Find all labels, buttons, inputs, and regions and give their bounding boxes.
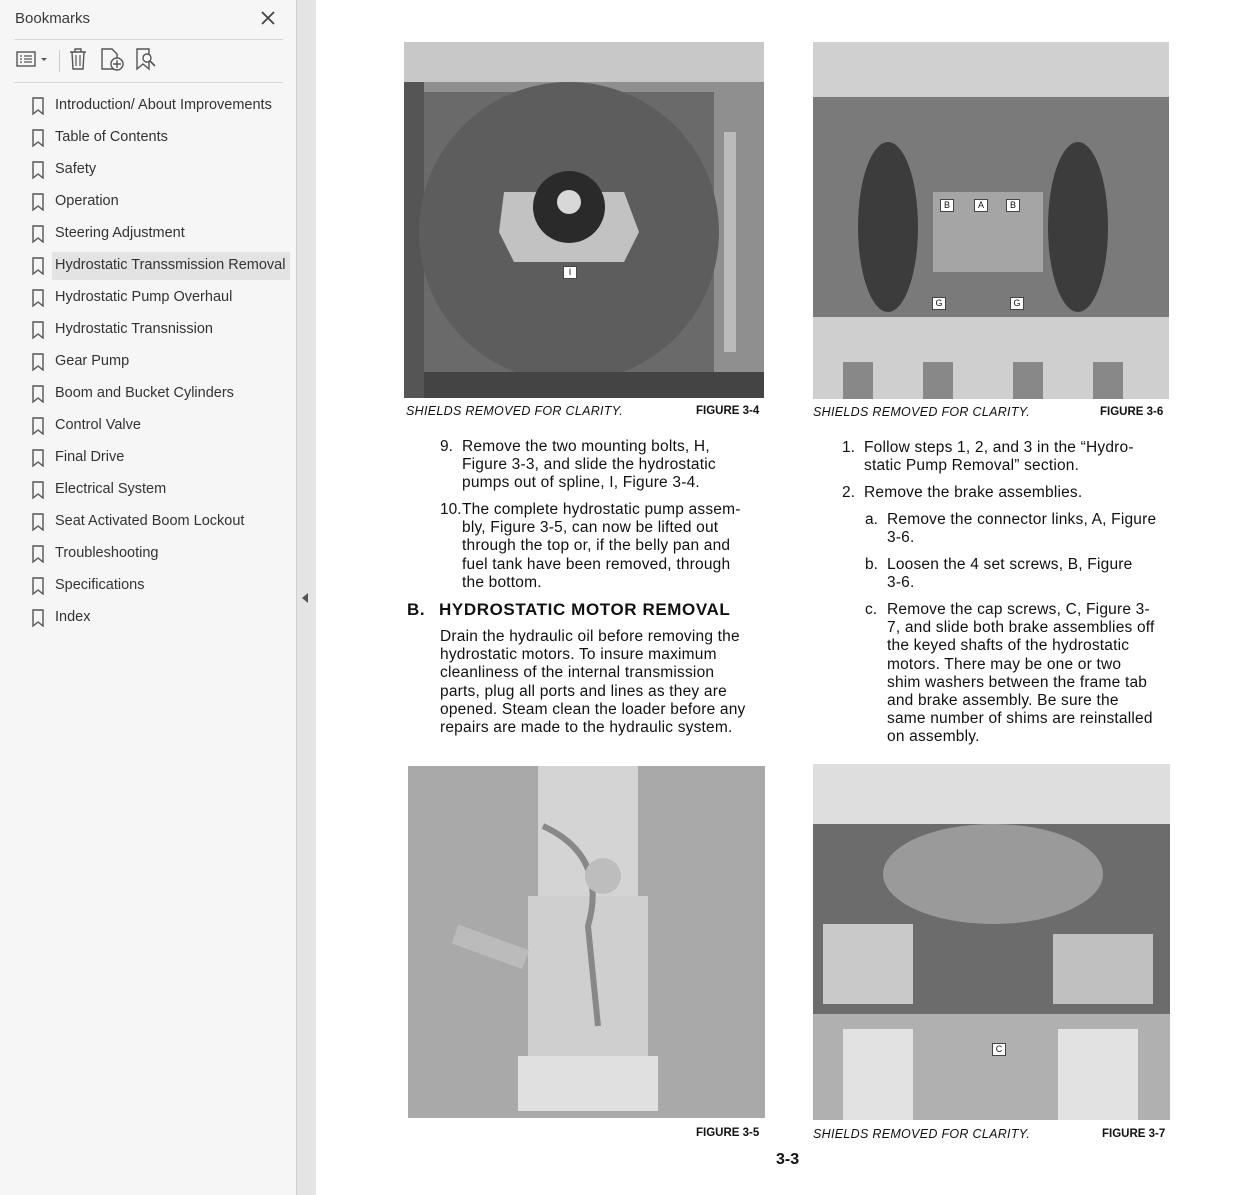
text-line: opened. Steam clean the loader before any bbox=[440, 700, 746, 718]
bookmark-label: Final Drive bbox=[55, 449, 125, 465]
text-line: bly, Figure 3-5, can now be lifted out bbox=[462, 519, 719, 537]
figure-3-7-caption bbox=[813, 1127, 1173, 1141]
section-heading: HYDROSTATIC MOTOR REMOVAL bbox=[439, 600, 731, 619]
text-line: fuel tank have been removed, through bbox=[462, 555, 731, 573]
document-page bbox=[316, 0, 1237, 1195]
caption-text: SHIELDS REMOVED FOR CLARITY. bbox=[406, 404, 624, 418]
bookmark-list bbox=[0, 90, 296, 634]
divider bbox=[14, 39, 283, 40]
bookmark-item[interactable] bbox=[0, 570, 296, 602]
text-line: 3-6. bbox=[887, 529, 915, 547]
bookmark-label: Control Valve bbox=[55, 417, 141, 433]
figure-3-5-photo bbox=[408, 766, 765, 1118]
bookmark-icon bbox=[31, 225, 45, 243]
bookmark-label: Hydrostatic Pump Overhaul bbox=[55, 289, 233, 305]
substep-a-text bbox=[887, 511, 1171, 547]
new-bookmark-icon bbox=[99, 47, 125, 76]
section-letter: B. bbox=[407, 600, 426, 619]
text-line: same number of shims are reinstalled bbox=[887, 710, 1153, 728]
step-number: 2. bbox=[842, 484, 855, 501]
callout-label: B bbox=[940, 199, 954, 212]
figure-3-4-caption bbox=[406, 404, 766, 418]
delete-bookmark-icon bbox=[67, 47, 89, 76]
text-line: through the top or, if the belly pan and bbox=[462, 537, 731, 555]
bookmark-item[interactable] bbox=[0, 218, 296, 250]
text-line: Remove the connector links, A, Figure bbox=[887, 511, 1157, 528]
bookmark-label: Hydrostatic Transnission bbox=[55, 321, 213, 337]
bookmark-label: Gear Pump bbox=[55, 353, 130, 369]
caption-text: SHIELDS REMOVED FOR CLARITY. bbox=[813, 405, 1031, 419]
bookmark-label: Steering Adjustment bbox=[55, 225, 185, 241]
figure-3-6-photo bbox=[813, 42, 1169, 399]
text-line: Figure 3-3, and slide the hydrostatic bbox=[462, 456, 716, 474]
close-icon[interactable] bbox=[258, 8, 278, 28]
bookmark-icon bbox=[31, 193, 45, 211]
text-line: Loosen the 4 set screws, B, Figure bbox=[887, 556, 1133, 573]
bookmark-icon bbox=[31, 417, 45, 435]
callout-label: G bbox=[1010, 297, 1024, 310]
text-line: static Pump Removal” section. bbox=[864, 457, 1080, 475]
bookmarks-toolbar bbox=[14, 46, 284, 78]
step-2-text bbox=[864, 484, 1170, 502]
bookmark-icon bbox=[31, 129, 45, 147]
step-number: 1. bbox=[842, 439, 855, 456]
text-line: pumps out of spline, I, Figure 3-4. bbox=[462, 474, 700, 492]
bookmark-item[interactable] bbox=[0, 442, 296, 474]
bookmark-item[interactable] bbox=[0, 186, 296, 218]
bookmark-icon bbox=[31, 257, 45, 275]
toolbar-divider bbox=[59, 50, 60, 72]
find-bookmark-icon bbox=[134, 47, 160, 76]
callout-label: A bbox=[974, 199, 988, 212]
bookmark-label: Electrical System bbox=[55, 481, 167, 497]
bookmark-icon bbox=[31, 385, 45, 403]
text-line: Follow steps 1, 2, and 3 in the “Hydro- bbox=[864, 439, 1134, 456]
text-line: cleanliness of the internal transmission bbox=[440, 664, 715, 682]
bookmark-label: Operation bbox=[55, 193, 119, 209]
text-line: repairs are made to the hydraulic system. bbox=[440, 719, 733, 737]
bookmark-item[interactable] bbox=[0, 474, 296, 506]
substep-letter: b. bbox=[865, 556, 878, 573]
new-bookmark-button[interactable] bbox=[97, 46, 127, 76]
text-line: 3-6. bbox=[887, 574, 915, 592]
callout-label: G bbox=[932, 297, 946, 310]
collapse-panel-icon[interactable] bbox=[300, 590, 310, 606]
section-body bbox=[440, 628, 770, 737]
text-line: Drain the hydraulic oil before removing the bbox=[440, 628, 740, 645]
bookmark-icon bbox=[31, 577, 45, 595]
caption-text: SHIELDS REMOVED FOR CLARITY. bbox=[813, 1127, 1031, 1141]
text-line: on assembly. bbox=[887, 728, 980, 746]
bookmark-item[interactable] bbox=[0, 378, 296, 410]
text-line: and brake assembly. Be sure the bbox=[887, 692, 1119, 710]
bookmark-item[interactable] bbox=[0, 538, 296, 570]
text-line: shim washers between the frame tab bbox=[887, 673, 1148, 691]
text-line: motors. There may be one or two bbox=[887, 655, 1122, 673]
bookmark-item[interactable] bbox=[0, 282, 296, 314]
find-bookmark-button[interactable] bbox=[132, 46, 162, 76]
step-9-text bbox=[462, 438, 770, 493]
text-line: Remove the two mounting bolts, H, bbox=[462, 438, 710, 455]
bookmark-item[interactable] bbox=[0, 602, 296, 634]
options-menu-button[interactable] bbox=[14, 46, 50, 76]
bookmark-item[interactable] bbox=[0, 122, 296, 154]
callout-label: C bbox=[992, 1043, 1006, 1056]
text-line: the keyed shafts of the hydrostatic bbox=[887, 637, 1130, 655]
bookmark-label: Index bbox=[55, 609, 91, 625]
bookmark-label: Troubleshooting bbox=[55, 545, 159, 561]
bookmark-label: Table of Contents bbox=[55, 129, 168, 145]
bookmark-label: Boom and Bucket Cylinders bbox=[55, 385, 234, 401]
bookmark-icon bbox=[31, 97, 45, 115]
bookmark-label: Safety bbox=[55, 161, 97, 177]
bookmarks-panel bbox=[0, 0, 297, 1195]
bookmark-item[interactable] bbox=[0, 506, 296, 538]
bookmark-icon bbox=[31, 353, 45, 371]
bookmark-icon bbox=[31, 321, 45, 339]
figure-label: FIGURE 3-6 bbox=[1100, 406, 1164, 418]
text-line: parts, plug all ports and lines as they are bbox=[440, 682, 727, 700]
bookmark-item[interactable] bbox=[0, 314, 296, 346]
substep-c-text bbox=[887, 601, 1171, 747]
bookmark-icon bbox=[31, 449, 45, 467]
step-number: 9. bbox=[440, 438, 453, 455]
bookmark-item[interactable] bbox=[0, 154, 296, 186]
bookmark-item[interactable] bbox=[0, 90, 296, 122]
figure-label: FIGURE 3-5 bbox=[696, 1127, 760, 1139]
step-1-text bbox=[864, 439, 1170, 475]
text-line: The complete hydrostatic pump assem- bbox=[462, 501, 741, 518]
bookmark-icon bbox=[31, 289, 45, 307]
substep-letter: a. bbox=[865, 511, 878, 528]
bookmark-item[interactable] bbox=[0, 346, 296, 378]
text-line: the bottom. bbox=[462, 573, 542, 591]
step-number: 10. bbox=[440, 501, 462, 518]
text-line: Remove the cap screws, C, Figure 3- bbox=[887, 601, 1150, 618]
bookmark-icon bbox=[31, 161, 45, 179]
bookmark-icon bbox=[31, 609, 45, 627]
bookmark-icon bbox=[31, 481, 45, 499]
substep-b-text bbox=[887, 556, 1171, 592]
substep-letter: c. bbox=[865, 601, 878, 618]
figure-3-7-photo bbox=[813, 764, 1170, 1120]
figure-label: FIGURE 3-7 bbox=[1102, 1128, 1166, 1140]
page-number: 3-3 bbox=[776, 1151, 800, 1168]
figure-3-6-caption bbox=[813, 405, 1173, 419]
figure-label: FIGURE 3-4 bbox=[696, 405, 760, 417]
bookmark-item[interactable] bbox=[0, 410, 296, 442]
divider bbox=[14, 82, 283, 83]
text-line: Remove the brake assemblies. bbox=[864, 484, 1083, 501]
bookmark-label: Hydrostatic Transsmission Removal bbox=[55, 257, 286, 273]
bookmark-item-selected[interactable] bbox=[0, 250, 296, 282]
text-line: hydrostatic motors. To insure maximum bbox=[440, 646, 717, 664]
step-10-text bbox=[462, 501, 770, 592]
options-menu-icon bbox=[15, 49, 49, 74]
callout-label: B bbox=[1006, 199, 1020, 212]
delete-bookmark-button[interactable] bbox=[64, 46, 92, 76]
bookmark-label: Specifications bbox=[55, 577, 145, 593]
bookmark-icon bbox=[31, 545, 45, 563]
text-line: 7, and slide both brake assemblies off bbox=[887, 619, 1155, 637]
bookmark-label: Introduction/ About Improvements bbox=[55, 97, 272, 113]
bookmark-icon bbox=[31, 513, 45, 531]
callout-label: I bbox=[563, 266, 577, 279]
bookmark-label: Seat Activated Boom Lockout bbox=[55, 513, 245, 529]
figure-3-4-photo bbox=[404, 42, 764, 398]
panel-title: Bookmarks bbox=[15, 10, 91, 27]
